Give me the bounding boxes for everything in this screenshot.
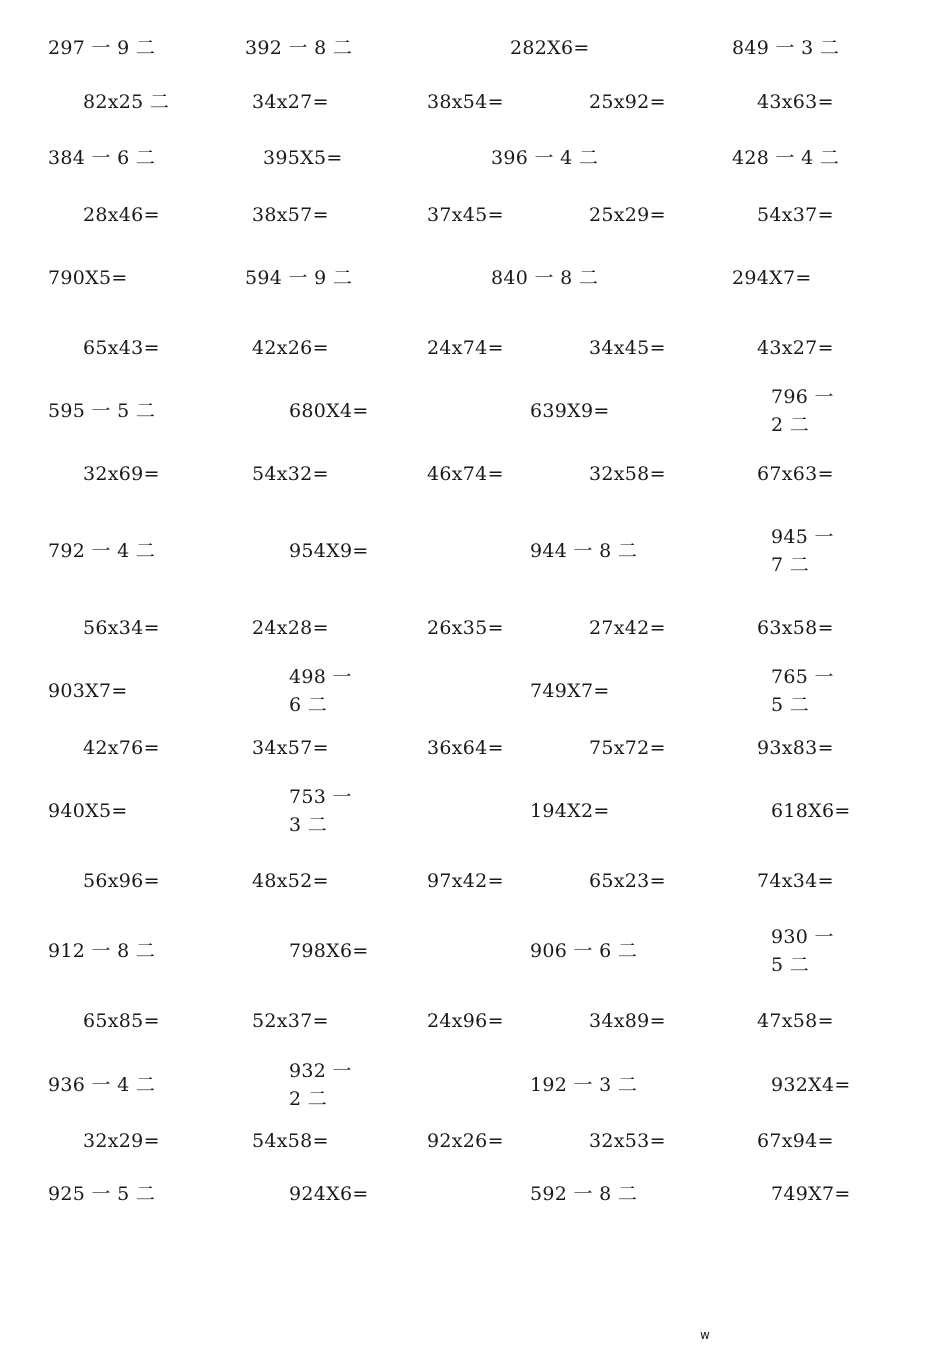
problem: 28x46= bbox=[83, 204, 160, 226]
problem: 753 一 3 二 bbox=[289, 786, 352, 836]
problem: 594 一 9 二 bbox=[245, 267, 353, 289]
problem: 25x29= bbox=[589, 204, 666, 226]
problem: 65x85= bbox=[83, 1010, 160, 1032]
problem: 38x57= bbox=[252, 204, 329, 226]
problem: 940X5= bbox=[48, 800, 128, 822]
problem: 765 一 5 二 bbox=[771, 666, 834, 716]
problem: 395X5= bbox=[263, 147, 343, 169]
problem: 912 一 8 二 bbox=[48, 940, 156, 962]
problem: 790X5= bbox=[48, 267, 128, 289]
problem: 796 一 2 二 bbox=[771, 386, 834, 436]
problem: 34x27= bbox=[252, 91, 329, 113]
problem: 384 一 6 二 bbox=[48, 147, 156, 169]
problem: 906 一 6 二 bbox=[530, 940, 638, 962]
problem: 32x69= bbox=[83, 463, 160, 485]
problem: 54x37= bbox=[757, 204, 834, 226]
problem: 32x58= bbox=[589, 463, 666, 485]
problem: 34x45= bbox=[589, 337, 666, 359]
problem: 52x37= bbox=[252, 1010, 329, 1032]
problem: 65x43= bbox=[83, 337, 160, 359]
problem: 297 一 9 二 bbox=[48, 37, 156, 59]
problem: 903X7= bbox=[48, 680, 128, 702]
problem: 36x64= bbox=[427, 737, 504, 759]
problem: 67x94= bbox=[757, 1130, 834, 1152]
problem: 792 一 4 二 bbox=[48, 540, 156, 562]
problem: 47x58= bbox=[757, 1010, 834, 1032]
footer-mark: w bbox=[700, 1328, 710, 1342]
problem: 192 一 3 二 bbox=[530, 1074, 638, 1096]
problem: 97x42= bbox=[427, 870, 504, 892]
problem: 75x72= bbox=[589, 737, 666, 759]
problem: 592 一 8 二 bbox=[530, 1183, 638, 1205]
problem: 37x45= bbox=[427, 204, 504, 226]
problem: 56x96= bbox=[83, 870, 160, 892]
problem: 428 一 4 二 bbox=[732, 147, 840, 169]
problem: 27x42= bbox=[589, 617, 666, 639]
problem: 396 一 4 二 bbox=[491, 147, 599, 169]
problem: 25x92= bbox=[589, 91, 666, 113]
problem: 954X9= bbox=[289, 540, 369, 562]
problem: 749X7= bbox=[771, 1183, 851, 1205]
problem: 932 一 2 二 bbox=[289, 1060, 352, 1110]
problem: 936 一 4 二 bbox=[48, 1074, 156, 1096]
problem: 749X7= bbox=[530, 680, 610, 702]
problem: 43x27= bbox=[757, 337, 834, 359]
problem: 925 一 5 二 bbox=[48, 1183, 156, 1205]
problem: 43x63= bbox=[757, 91, 834, 113]
problem: 680X4= bbox=[289, 400, 369, 422]
problem: 294X7= bbox=[732, 267, 812, 289]
problem: 48x52= bbox=[252, 870, 329, 892]
problem: 82x25 二 bbox=[83, 91, 170, 113]
problem: 930 一 5 二 bbox=[771, 926, 834, 976]
problem: 849 一 3 二 bbox=[732, 37, 840, 59]
problem: 42x76= bbox=[83, 737, 160, 759]
problem: 798X6= bbox=[289, 940, 369, 962]
problem: 56x34= bbox=[83, 617, 160, 639]
problem: 24x28= bbox=[252, 617, 329, 639]
problem: 67x63= bbox=[757, 463, 834, 485]
problem: 32x29= bbox=[83, 1130, 160, 1152]
problem: 24x96= bbox=[427, 1010, 504, 1032]
problem: 46x74= bbox=[427, 463, 504, 485]
problem: 65x23= bbox=[589, 870, 666, 892]
problem: 282X6= bbox=[510, 37, 590, 59]
problem: 945 一 7 二 bbox=[771, 526, 834, 576]
problem: 26x35= bbox=[427, 617, 504, 639]
problem: 42x26= bbox=[252, 337, 329, 359]
problem: 93x83= bbox=[757, 737, 834, 759]
problem: 54x32= bbox=[252, 463, 329, 485]
problem: 639X9= bbox=[530, 400, 610, 422]
problem: 24x74= bbox=[427, 337, 504, 359]
problem: 92x26= bbox=[427, 1130, 504, 1152]
problem: 498 一 6 二 bbox=[289, 666, 352, 716]
problem: 618X6= bbox=[771, 800, 851, 822]
problem: 392 一 8 二 bbox=[245, 37, 353, 59]
problem: 32x53= bbox=[589, 1130, 666, 1152]
problem: 944 一 8 二 bbox=[530, 540, 638, 562]
problem: 194X2= bbox=[530, 800, 610, 822]
problem: 595 一 5 二 bbox=[48, 400, 156, 422]
problem: 932X4= bbox=[771, 1074, 851, 1096]
problem: 34x89= bbox=[589, 1010, 666, 1032]
problem: 54x58= bbox=[252, 1130, 329, 1152]
problem: 840 一 8 二 bbox=[491, 267, 599, 289]
problem: 38x54= bbox=[427, 91, 504, 113]
problem: 74x34= bbox=[757, 870, 834, 892]
problem: 63x58= bbox=[757, 617, 834, 639]
problem: 34x57= bbox=[252, 737, 329, 759]
problem: 924X6= bbox=[289, 1183, 369, 1205]
